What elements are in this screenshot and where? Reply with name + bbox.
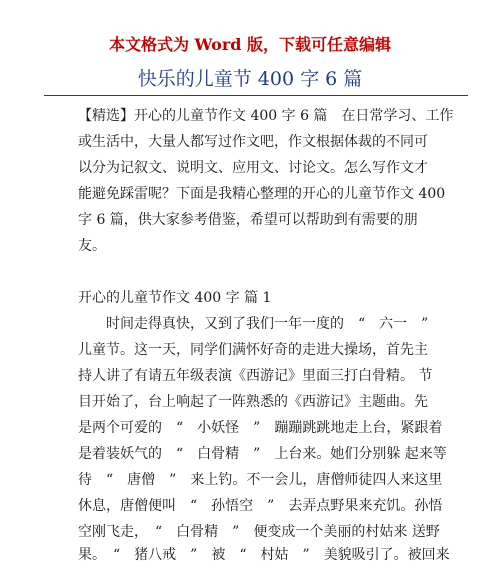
intro-line: 以分为记叙文、说明文、应用文、讨论文。怎么写作文才 (78, 160, 428, 176)
body-line: 是两个可爱的 “ 小妖怪 ” 蹦蹦跳跳地走上台，紧跟着 (78, 420, 443, 436)
body-line: 时间走得真快，又到了我们一年一度的 “ 六一 ” (106, 316, 429, 332)
intro-line: 字 6 篇，供大家参考借鉴，希望可以帮助到有需要的朋 (78, 212, 418, 228)
title-divider (44, 95, 468, 96)
intro-line: 【精选】开心的儿童节作文 400 字 6 篇 在日常学习、工作 (78, 108, 454, 124)
body-line: 是着装妖气的 “ 白骨精 ” 上台来。她们分别躲 起来等 (78, 446, 447, 462)
intro-line: 友。 (78, 238, 106, 254)
body-line: 空刚飞走， “ 白骨精 ” 便变成一个美丽的村姑来 送野 (78, 524, 440, 540)
section-heading: 开心的儿童节作文 400 字 篇 1 (78, 290, 272, 306)
body-line: 儿童节。这一天，同学们满怀好奇的走进大操场，首先主 (78, 342, 428, 358)
body-line: 目开始了，台上响起了一阵熟悉的《西游记》主题曲。先 (78, 394, 428, 410)
intro-line: 或生活中，大量人都写过作文吧，作文根据体裁的不同可 (78, 134, 428, 150)
body-line: 待 “ 唐僧 ” 来上钓。不一会儿，唐僧师徒四人来这里 (78, 472, 443, 488)
body-line: 果。 “ 猪八戒 ” 被 “ 村姑 ” 美貌吸引了。被回来 (78, 547, 450, 563)
body-line: 持人讲了有请五年级表演《西游记》里面三打白骨精。 节 (78, 368, 433, 384)
intro-line: 能避免踩雷呢？下面是我精心整理的开心的儿童节作文 400 (78, 186, 446, 202)
format-note: 本文格式为 Word 版，下载可任意编辑 (108, 35, 392, 54)
body-line: 休息，唐僧便叫 “ 孙悟空 ” 去弄点野果来充饥。孙悟 (78, 498, 443, 514)
document-title: 快乐的儿童节 400 字 6 篇 (137, 68, 363, 90)
